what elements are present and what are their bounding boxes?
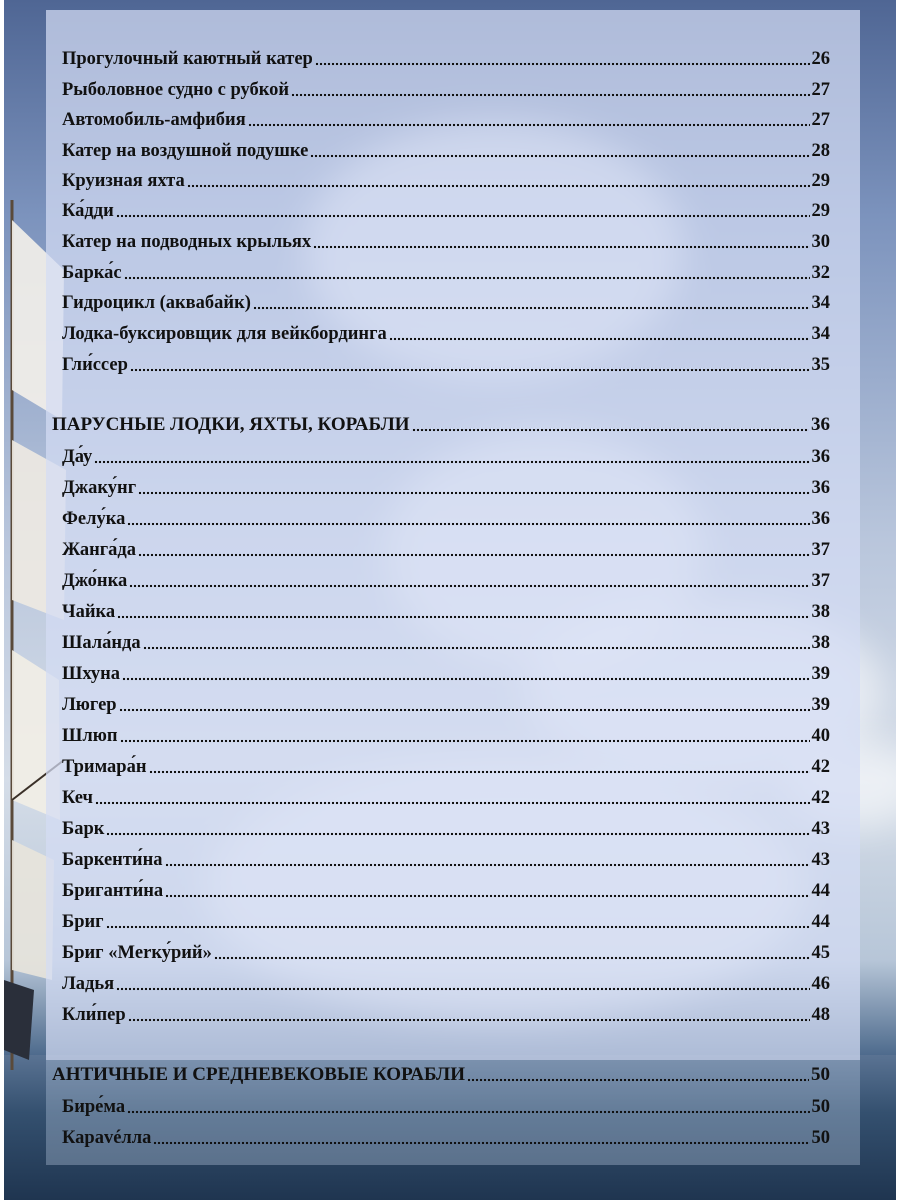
dot-leader: [149, 770, 810, 774]
toc-entry[interactable]: [62, 934, 830, 964]
toc-entry-page: 37: [811, 571, 830, 591]
toc-entry-page: 46: [811, 974, 830, 994]
toc-entry-page: 36: [811, 414, 830, 435]
toc-entry-page: 32: [811, 263, 830, 283]
toc-entry[interactable]: [62, 965, 830, 995]
toc-entry[interactable]: [62, 1088, 830, 1118]
toc-entry-page: 42: [811, 788, 830, 808]
toc-entry-page: 43: [811, 850, 830, 870]
dot-leader: [315, 62, 810, 66]
toc-entry-page: 28: [811, 141, 830, 161]
toc-entry[interactable]: [62, 531, 830, 561]
toc-entry-page: 50: [811, 1097, 830, 1117]
toc-entry-title: Кеч: [62, 788, 93, 808]
dot-leader: [95, 801, 810, 805]
dot-leader: [117, 615, 809, 619]
dot-leader: [313, 245, 809, 249]
dot-leader: [106, 832, 809, 836]
toc-entry-title: Автомобиль-амфибия: [62, 110, 246, 130]
toc-entry-page: 38: [811, 633, 830, 653]
toc-entry-title: Тримара́н: [62, 757, 147, 777]
toc-entry[interactable]: [62, 346, 830, 376]
toc-entry-page: 45: [811, 943, 830, 963]
dot-leader: [127, 1110, 809, 1114]
dot-leader: [214, 956, 810, 960]
toc-entry[interactable]: [62, 624, 830, 654]
toc-entry[interactable]: [62, 655, 830, 685]
dot-leader: [116, 214, 810, 218]
toc-entry-page: 48: [811, 1005, 830, 1025]
toc-entry-page: 29: [811, 171, 830, 191]
toc-entry-title: Барка́с: [62, 263, 122, 283]
dot-leader: [124, 276, 810, 280]
toc-entry-page: 39: [811, 664, 830, 684]
toc-entry-title: Гидроцикл (аквабайк): [62, 293, 251, 313]
toc-entry-title: Круизная яхта: [62, 171, 185, 191]
toc-entry-page: 50: [811, 1064, 830, 1085]
toc-entry[interactable]: [62, 810, 830, 840]
dot-leader: [389, 337, 810, 341]
toc-entry-page: 34: [811, 293, 830, 313]
toc-entry-title: Шхуна: [62, 664, 121, 684]
toc-entry-title: Прогулочный каютный катер: [62, 49, 313, 69]
dot-leader: [138, 491, 809, 495]
toc-entry[interactable]: [62, 562, 830, 592]
dot-leader: [128, 1018, 810, 1022]
toc-entry[interactable]: [62, 717, 830, 747]
dot-leader: [116, 987, 809, 991]
toc-entry[interactable]: [62, 254, 830, 284]
toc-entry[interactable]: [62, 748, 830, 778]
dot-leader: [94, 460, 809, 464]
dot-leader: [120, 739, 810, 743]
toc-entry-title: Джо́нка: [62, 571, 128, 591]
toc-entry[interactable]: [62, 469, 830, 499]
toc-entry[interactable]: [62, 40, 830, 70]
toc-entry-title: Бриг «Merку́рий»: [62, 943, 212, 963]
toc-entry[interactable]: [62, 132, 830, 162]
toc-entry-page: 34: [811, 324, 830, 344]
toc-entry[interactable]: [62, 71, 830, 101]
toc-entry-title: Бриг: [62, 912, 104, 932]
toc-entry[interactable]: [62, 1119, 830, 1149]
dot-leader: [253, 306, 810, 310]
toc-entry[interactable]: [62, 500, 830, 530]
toc-entry-page: 30: [811, 232, 830, 252]
toc-entry-title: АНТИЧНЫЕ И СРЕДНЕВЕКОВЫЕ КОРАБЛИ: [52, 1064, 465, 1085]
toc-entry[interactable]: [62, 315, 830, 345]
toc-entry-page: 44: [811, 912, 830, 932]
toc-entry-title: Баркенти́на: [62, 850, 163, 870]
dot-leader: [165, 863, 810, 867]
toc-entry-page: 50: [811, 1128, 830, 1148]
toc-entry-page: 26: [811, 49, 830, 69]
toc-entry[interactable]: [62, 438, 830, 468]
toc-entry-page: 40: [811, 726, 830, 746]
toc-entry-page: 44: [811, 881, 830, 901]
toc-entry[interactable]: [62, 223, 830, 253]
dot-leader: [165, 894, 809, 898]
toc-entry-title: Люгер: [62, 695, 117, 715]
dot-leader: [122, 677, 809, 681]
dot-leader: [467, 1078, 809, 1082]
toc-entry-title: Карavéлла: [62, 1128, 152, 1148]
toc-entry-title: Барк: [62, 819, 105, 839]
toc-entry-page: 38: [811, 602, 830, 622]
toc-entry-title: Шлюп: [62, 726, 118, 746]
toc-section-heading[interactable]: [52, 1056, 830, 1086]
toc-entry[interactable]: [62, 779, 830, 809]
toc-entry-page: 43: [811, 819, 830, 839]
toc-entry-title: Да́у: [62, 447, 93, 467]
toc-entry[interactable]: [62, 192, 830, 222]
dot-leader: [187, 184, 810, 188]
toc-entry-title: Лодка-буксировщик для вейкбординга: [62, 324, 387, 344]
toc-entry-page: 42: [811, 757, 830, 777]
dot-leader: [153, 1141, 809, 1145]
toc-entry-page: 29: [811, 201, 830, 221]
toc-entry-title: Катер на воздушной подушке: [62, 141, 309, 161]
toc-entry[interactable]: [62, 284, 830, 314]
toc-entry-page: 36: [811, 478, 830, 498]
toc-entry-title: Джаку́нг: [62, 478, 137, 498]
toc-entry[interactable]: [62, 101, 830, 131]
dot-leader: [138, 553, 810, 557]
toc-entry-title: Чайка: [62, 602, 116, 622]
toc-entry-page: 36: [811, 447, 830, 467]
dot-leader: [127, 522, 809, 526]
toc-section-heading[interactable]: [52, 406, 830, 436]
toc-entry-page: 39: [811, 695, 830, 715]
toc-entry-title: Рыболовное судно с рубкой: [62, 80, 290, 100]
toc-entry-page: 36: [811, 509, 830, 529]
toc-entry[interactable]: [62, 162, 830, 192]
dot-leader: [129, 584, 809, 588]
toc-entry-title: Жанга́да: [62, 540, 136, 560]
toc-entry[interactable]: [62, 996, 830, 1026]
dot-leader: [310, 154, 809, 158]
toc-entry-page: 27: [811, 80, 830, 100]
dot-leader: [248, 123, 810, 127]
dot-leader: [130, 368, 810, 372]
toc-entry-title: ПАРУСНЫЕ ЛОДКИ, ЯХТЫ, КОРАБЛИ: [52, 414, 410, 435]
toc-entry[interactable]: [62, 593, 830, 623]
toc-entry-title: Ладья: [62, 974, 115, 994]
toc-entry-page: 35: [811, 355, 830, 375]
toc-entry-title: Кли́пер: [62, 1005, 126, 1025]
dot-leader: [106, 925, 810, 929]
dot-leader: [412, 428, 809, 432]
toc-entry-title: Фелу́ка: [62, 509, 126, 529]
toc-entry-page: 37: [811, 540, 830, 560]
toc-entry-title: Гли́ссер: [62, 355, 128, 375]
dot-leader: [143, 646, 810, 650]
toc-entry[interactable]: [62, 903, 830, 933]
toc-entry-title: Бриганти́на: [62, 881, 164, 901]
toc-entry-title: Катер на подводных крыльях: [62, 232, 312, 252]
toc-entry[interactable]: [62, 686, 830, 716]
toc-entry[interactable]: [62, 872, 830, 902]
toc-entry-page: 27: [811, 110, 830, 130]
dot-leader: [119, 708, 810, 712]
toc-entry-title: Ка́дди: [62, 201, 114, 221]
toc-entry[interactable]: [62, 841, 830, 871]
dot-leader: [291, 93, 809, 97]
toc-entry-title: Шала́нда: [62, 633, 141, 653]
toc-entry-title: Бире́ма: [62, 1097, 126, 1117]
